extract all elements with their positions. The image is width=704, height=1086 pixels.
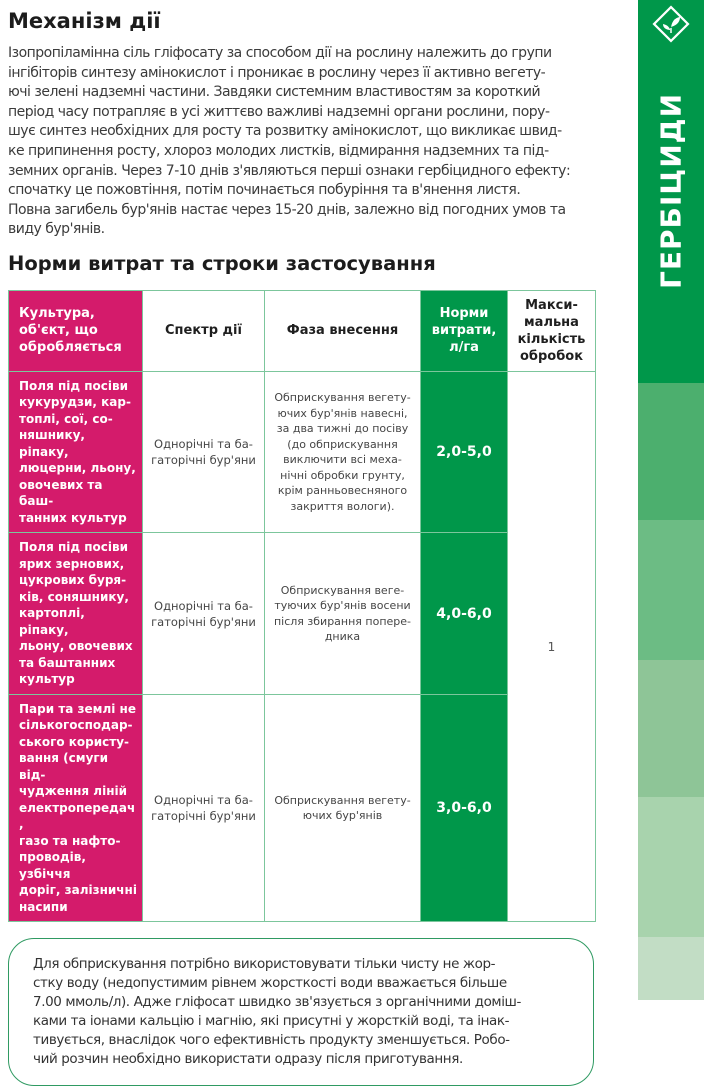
row-crop	[9, 533, 143, 695]
header-crop-line: обробляється	[19, 340, 122, 356]
header-rate-line: витрати,	[431, 323, 497, 339]
note-text	[33, 955, 575, 1069]
mechanism-text	[8, 44, 622, 240]
crop-line: Поля під посіви	[19, 540, 128, 555]
mechanism-line: ке припинення росту, хлороз молодих листків, відмирання надземних та під-	[8, 142, 549, 159]
mechanism-line: Ізопропіламінна сіль гліфосату за способом дії на рослину належить до групи	[8, 45, 552, 61]
spectrum-line: гаторічні бур'яни	[151, 614, 256, 629]
mechanism-line: шує синтез необхідних для росту та розвитку амінокислот, що викликає швид-	[8, 123, 562, 140]
category-sidebar	[638, 0, 704, 1000]
header-max-treatments	[508, 290, 596, 371]
header-crop-line: Культура,	[19, 306, 95, 322]
crop-line: льону, овочевих	[19, 639, 133, 654]
sidebar-band	[638, 383, 704, 520]
crop-line: цукрових буря-	[19, 573, 127, 588]
header-phase: Фаза внесення	[265, 290, 421, 371]
mechanism-line: земних органів. Через 7-10 днів з'являються перші ознаки гербіцидного ефекту:	[8, 162, 571, 179]
crop-line: овочевих та баш-	[19, 477, 103, 509]
crop-line: топлі, сої, со-	[19, 411, 113, 426]
note-line: стку воду (недопустимим рівнем жорсткості води вважається більше	[33, 975, 507, 992]
crop-line: ярих зернових,	[19, 556, 125, 571]
rates-table-title: Норми витрат та строки застосування	[8, 251, 436, 275]
table-row	[9, 371, 596, 533]
header-rate	[421, 290, 508, 371]
crop-line: сількогосподар-	[19, 718, 133, 733]
crop-line: Пари та землі не	[19, 701, 136, 716]
spectrum-line: Однорічні та ба-	[154, 437, 253, 452]
max-treatments-value: 1	[508, 371, 596, 922]
crop-line: чудження ліній	[19, 784, 128, 799]
header-max-line: кількість	[517, 331, 586, 347]
crop-line: кукурудзи, кар-	[19, 395, 131, 410]
category-label: ГЕРБІЦИДИ	[654, 92, 688, 290]
spectrum-line: Однорічні та ба-	[154, 598, 253, 613]
phase-line: туючих бур'янів восени	[274, 599, 411, 613]
row-phase	[265, 533, 421, 695]
header-rate-line: Норми	[439, 306, 489, 322]
row-crop	[9, 694, 143, 922]
row-phase	[265, 694, 421, 922]
sidebar-band	[638, 660, 704, 797]
mechanism-title: Механізм дії	[8, 9, 161, 33]
phase-line: ючих бур'янів навесні,	[277, 406, 408, 420]
water-quality-note	[8, 938, 594, 1086]
header-crop	[9, 290, 143, 371]
row-phase	[265, 371, 421, 533]
phase-line: ючих бур'янів	[302, 809, 383, 823]
phase-line: Обприскування вегету-	[274, 793, 411, 807]
note-line: чий розчин необхідно використати одразу після приготування.	[33, 1051, 463, 1068]
mechanism-line: інгібіторів синтезу амінокислот і проникає в рослину через її активно вегету-	[8, 64, 546, 81]
crop-line: картоплі, ріпаку,	[19, 606, 85, 637]
sidebar-band	[638, 797, 704, 937]
mechanism-line: ючі зелені надземні частини. Завдяки системним властивостям за короткий	[8, 84, 541, 101]
note-line: 7.00 ммоль/л). Адже гліфосат швидко зв'язується з органічними доміш-	[33, 994, 521, 1011]
row-spectrum	[143, 533, 265, 695]
crop-line: проводів, узбіччя	[19, 850, 86, 881]
sidebar-band	[638, 937, 704, 1000]
row-rate: 4,0-6,0	[421, 533, 508, 695]
rates-table	[8, 290, 596, 923]
header-max-line: Макси-	[525, 297, 578, 313]
mechanism-line: період часу потрапляє в усі життєво важливі надземні органи рослини, пору-	[8, 103, 550, 120]
header-spectrum: Спектр дії	[143, 290, 265, 371]
header-crop-line: об'єкт, що	[19, 323, 98, 339]
mechanism-line: Повна загибель бур'янів настає через 15-20 днів, залежно від погодних умов та	[8, 201, 566, 218]
row-spectrum	[143, 371, 265, 533]
table-header-row	[9, 290, 596, 371]
phase-line: виключити всі меха-	[283, 453, 402, 467]
crop-line: Поля під посіви	[19, 378, 128, 393]
phase-line: за два тижні до посіву	[276, 422, 409, 436]
table-row	[9, 694, 596, 922]
row-spectrum	[143, 694, 265, 922]
crop-line: вання (смуги від-	[19, 751, 109, 782]
table-row	[9, 533, 596, 695]
spectrum-line: Однорічні та ба-	[154, 793, 253, 808]
row-rate: 2,0-5,0	[421, 371, 508, 533]
crop-line: няшнику, ріпаку,	[19, 428, 85, 459]
phase-line: крім ранньовесняного	[277, 484, 408, 498]
sidebar-band	[638, 520, 704, 660]
crop-line: насипи	[19, 899, 68, 914]
phase-line: (до обприскування	[287, 437, 398, 451]
header-max-line: обробок	[519, 348, 584, 364]
spectrum-line: гаторічні бур'яни	[151, 453, 256, 468]
mechanism-line: спочатку це пожовтіння, потім починається побуріння та в'янення листя.	[8, 182, 521, 199]
crop-line: культур	[19, 672, 75, 687]
page	[8, 0, 622, 1086]
crop-line: електропередач,	[19, 800, 136, 832]
crop-line: ського користу-	[19, 734, 130, 749]
spectrum-line: гаторічні бур'яни	[151, 809, 256, 824]
header-rate-line: л/га	[449, 340, 479, 356]
leaf-diamond-icon	[651, 4, 691, 44]
mechanism-line: виду бур'янів.	[8, 221, 105, 238]
crop-line: ків, соняшнику,	[19, 589, 129, 604]
row-rate: 3,0-6,0	[421, 694, 508, 922]
phase-line: дника	[324, 630, 361, 644]
phase-line: закриття вологи).	[290, 499, 395, 513]
crop-line: танних культур	[19, 510, 127, 525]
note-line: тивується, внаслідок чого ефективність продукту зменшується. Робо-	[33, 1032, 510, 1049]
crop-line: та баштанних	[19, 655, 116, 670]
note-line: Для обприскування потрібно використовувати тільки чисту не жор-	[33, 956, 496, 973]
note-line: ками та іонами кальцію і магнію, які присутні у жорсткій воді, та інак-	[33, 1013, 510, 1030]
phase-line: Обприскування вегету-	[274, 391, 411, 405]
row-crop	[9, 371, 143, 533]
crop-line: доріг, залізничні	[19, 883, 137, 898]
crop-line: газо та нафто-	[19, 833, 121, 848]
crop-line: люцерни, льону,	[19, 461, 136, 476]
header-max-line: мальна	[524, 314, 579, 330]
phase-line: нічні обробки грунту,	[280, 468, 405, 482]
phase-line: Обприскування веге-	[280, 583, 405, 597]
phase-line: після збирання попере-	[273, 614, 412, 628]
